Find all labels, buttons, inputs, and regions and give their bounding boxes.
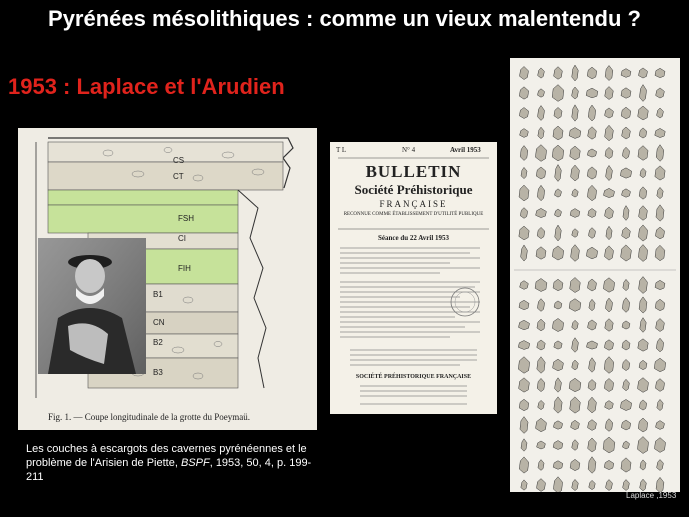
slide-caption <box>26 442 316 484</box>
bulletin-reconnue: RECONNUE COMME ÉTABLISSEMENT D'UTILITÉ PUBLIQUE <box>343 212 484 217</box>
bulletin-session: Séance du 22 Avril 1953 <box>377 234 450 242</box>
layer-label-cn: CN <box>153 318 165 327</box>
layer-label-fih: FIH <box>178 264 191 273</box>
bulletin-society: Société Préhistorique <box>354 182 473 197</box>
bulletin-header-left: T L <box>336 146 347 154</box>
bulletin-francaise: FRANÇAISE <box>379 199 448 209</box>
slide-title: Pyrénées mésolithiques : comme un vieux malentendu ? <box>48 6 641 31</box>
lithic-plates <box>510 58 680 492</box>
bulletin-cover <box>330 142 497 414</box>
bulletin-number: N° 4 <box>402 146 416 154</box>
lithic-artifacts-drawing <box>510 58 680 492</box>
stratigraphic-section-figure <box>18 128 317 430</box>
caption-journal: BSPF <box>180 457 210 469</box>
layer-label-b3: B3 <box>153 368 163 377</box>
caption-text-1: Les couches à escargots des cavernes pyrénéennes et le problème de l'Arisien de Piette, <box>26 443 307 469</box>
layer-label-cs: CS <box>173 156 185 165</box>
layer-label-ci: CI <box>178 234 186 243</box>
photo-credit: Laplace ,1953 <box>626 491 677 500</box>
bulletin-title: BULLETIN <box>365 162 462 181</box>
layer-label-fsh: FSH <box>178 214 194 223</box>
layer-label-ct: CT <box>173 172 184 181</box>
section-caption: Fig. 1. — Coupe longitudinale de la grotte du Poeymaü. <box>48 412 250 422</box>
layer-label-b1: B1 <box>153 290 163 299</box>
portrait-photo <box>38 238 146 374</box>
caption-text-2: , 1953, 50, 4, p. 199-211 <box>26 457 312 483</box>
section-drawing <box>18 128 317 430</box>
bulletin-date: Avril 1953 <box>450 146 481 154</box>
bulletin-footer: SOCIÉTÉ PRÉHISTORIQUE FRANÇAISE <box>355 374 472 380</box>
slide-subtitle: 1953 : Laplace et l'Arudien <box>8 74 285 99</box>
layer-label-b2: B2 <box>153 338 163 347</box>
